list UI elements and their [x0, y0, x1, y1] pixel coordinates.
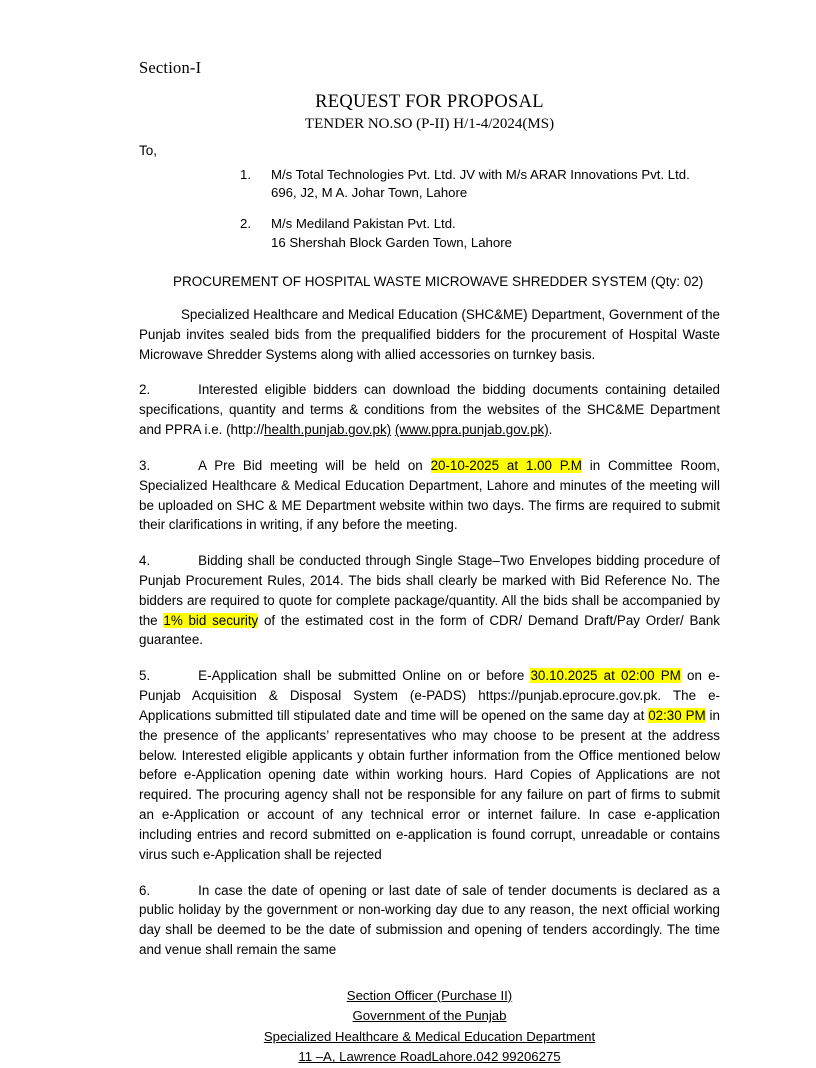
section-label: Section-I [139, 58, 202, 77]
ppra-punjab-link[interactable]: (www.ppra.punjab.gov.pk) [394, 422, 549, 438]
addressee-body [271, 215, 720, 251]
list-item [139, 166, 720, 202]
bid-security-highlight: 1% bid security [163, 612, 259, 628]
submission-deadline-highlight: 30.10.2025 at 02:00 PM [530, 668, 681, 684]
paragraph-5 [139, 666, 720, 864]
signatory-department: Specialized Healthcare & Medical Education Department [263, 1028, 596, 1044]
paragraph-5-text-c: in the presence of the applicants’ representatives who may choose to be present at the address below. Interested eligible applicants y obtain further information from the Office mentioned below before e-Application opening date within working hours. Hard Copies of Applications are not required. The procuring agency shall not be responsible for any failure on part of firms to submit an e-Application or account of any technical error or internet failure. In case e-application including entries and record submitted on e-application is found corrupt, unreadable or contains virus such e-Application shall be rejected [139, 707, 720, 862]
paragraph-3-text-b: in Committee Room, Specialized Healthcare & Medical Education Department, Lahore and minutes of the meeting will be uploaded on SHC & ME Department website within two days. The firms are required to submit their clarifications in writing, if any before the meeting. [139, 457, 720, 533]
paragraph-6-number: 6. [139, 882, 151, 898]
paragraph-5-text-a: E-Application shall be submitted Online on or before [198, 668, 525, 684]
paragraph-4-number: 4. [139, 553, 151, 569]
page-title: REQUEST FOR PROPOSAL [315, 92, 544, 112]
paragraph-2-end: . [548, 422, 553, 438]
addressee-address: 696, J2, M A. Johar Town, Lahore [271, 185, 468, 201]
paragraph-4 [139, 551, 720, 650]
paragraph-3-text-a: A Pre Bid meeting will be held on [198, 457, 423, 473]
addressee-list [139, 166, 720, 252]
to-label: To, [139, 143, 158, 158]
paragraph-2-text: Interested eligible bidders can download the bidding documents containing detailed specifications, quantity and terms & conditions from the websites of the SHC&ME Department and PPRA i.e. (http:// [139, 382, 720, 438]
list-item [139, 215, 720, 251]
addressee-name: M/s Mediland Pakistan Pvt. Ltd. [271, 216, 456, 232]
paragraph-1 [139, 305, 720, 364]
subject-line: PROCUREMENT OF HOSPITAL WASTE MICROWAVE SHREDDER SYSTEM (Qty: 02) [173, 273, 704, 289]
health-punjab-link[interactable]: health.punjab.gov.pk) [264, 422, 392, 438]
addressee-number: 1. [240, 167, 251, 182]
opening-time-highlight: 02:30 PM [648, 707, 706, 723]
paragraph-2-number: 2. [139, 382, 151, 398]
addressee-name: M/s Total Technologies Pvt. Ltd. JV with M/s ARAR Innovations Pvt. Ltd. [271, 167, 690, 182]
paragraph-4-text-a: Bidding shall be conducted through Single Stage–Two Envelopes bidding procedure of Punjab Procurement Rules, 2014. The bids shall clearly be marked with Bid Reference No. The bidders are required to quote for complete package/quantity. All the bids shall be accompanied by the [139, 553, 720, 628]
paragraph-2 [139, 380, 720, 439]
paragraph-5-number: 5. [139, 668, 151, 684]
signatory-designation: Section Officer (Purchase II) [346, 987, 513, 1003]
addressee-address: 16 Shershah Block Garden Town, Lahore [271, 234, 512, 250]
paragraph-5-text-b: on e-Punjab Acquisition & Disposal System (e-PADS) https://punjab.eprocure.gov.pk. The e-Applications submitted till stipulated date and time will be opened on the same day at [139, 668, 720, 723]
addressee-number: 2. [240, 216, 251, 232]
paragraph-3 [139, 456, 720, 535]
paragraph-4-text-b: of the estimated cost in the form of CDR/ Demand Draft/Pay Order/ Bank guarantee. [139, 612, 720, 648]
addressee-body [271, 166, 720, 202]
paragraph-3-number: 3. [139, 457, 151, 473]
paragraph-6-text: In case the date of opening or last date of sale of tender documents is declared as a public holiday by the government or non-working day due to any reason, the next official working day shall be deemed to be the date of submission and opening of tenders accordingly. The time and venue shall remain the same [139, 882, 720, 958]
paragraph-1-text: Specialized Healthcare and Medical Education (SHC&ME) Department, Government of the Punjab invites sealed bids from the prequalified bidders for the procurement of Hospital Waste Microwave Shredder Systems along with allied accessories on turnkey basis. [139, 306, 720, 362]
tender-number: TENDER NO.SO (P-II) H/1-4/2024(MS) [304, 116, 555, 132]
paragraph-6 [139, 881, 720, 960]
title-block [139, 92, 720, 133]
signature-block [139, 986, 720, 1068]
prebid-meeting-datetime-highlight: 20-10-2025 at 1.00 P.M [430, 457, 582, 473]
signatory-government: Government of the Punjab [352, 1008, 507, 1024]
signatory-address: 11 –A, Lawrence RoadLahore.042 99206275 [298, 1049, 561, 1065]
